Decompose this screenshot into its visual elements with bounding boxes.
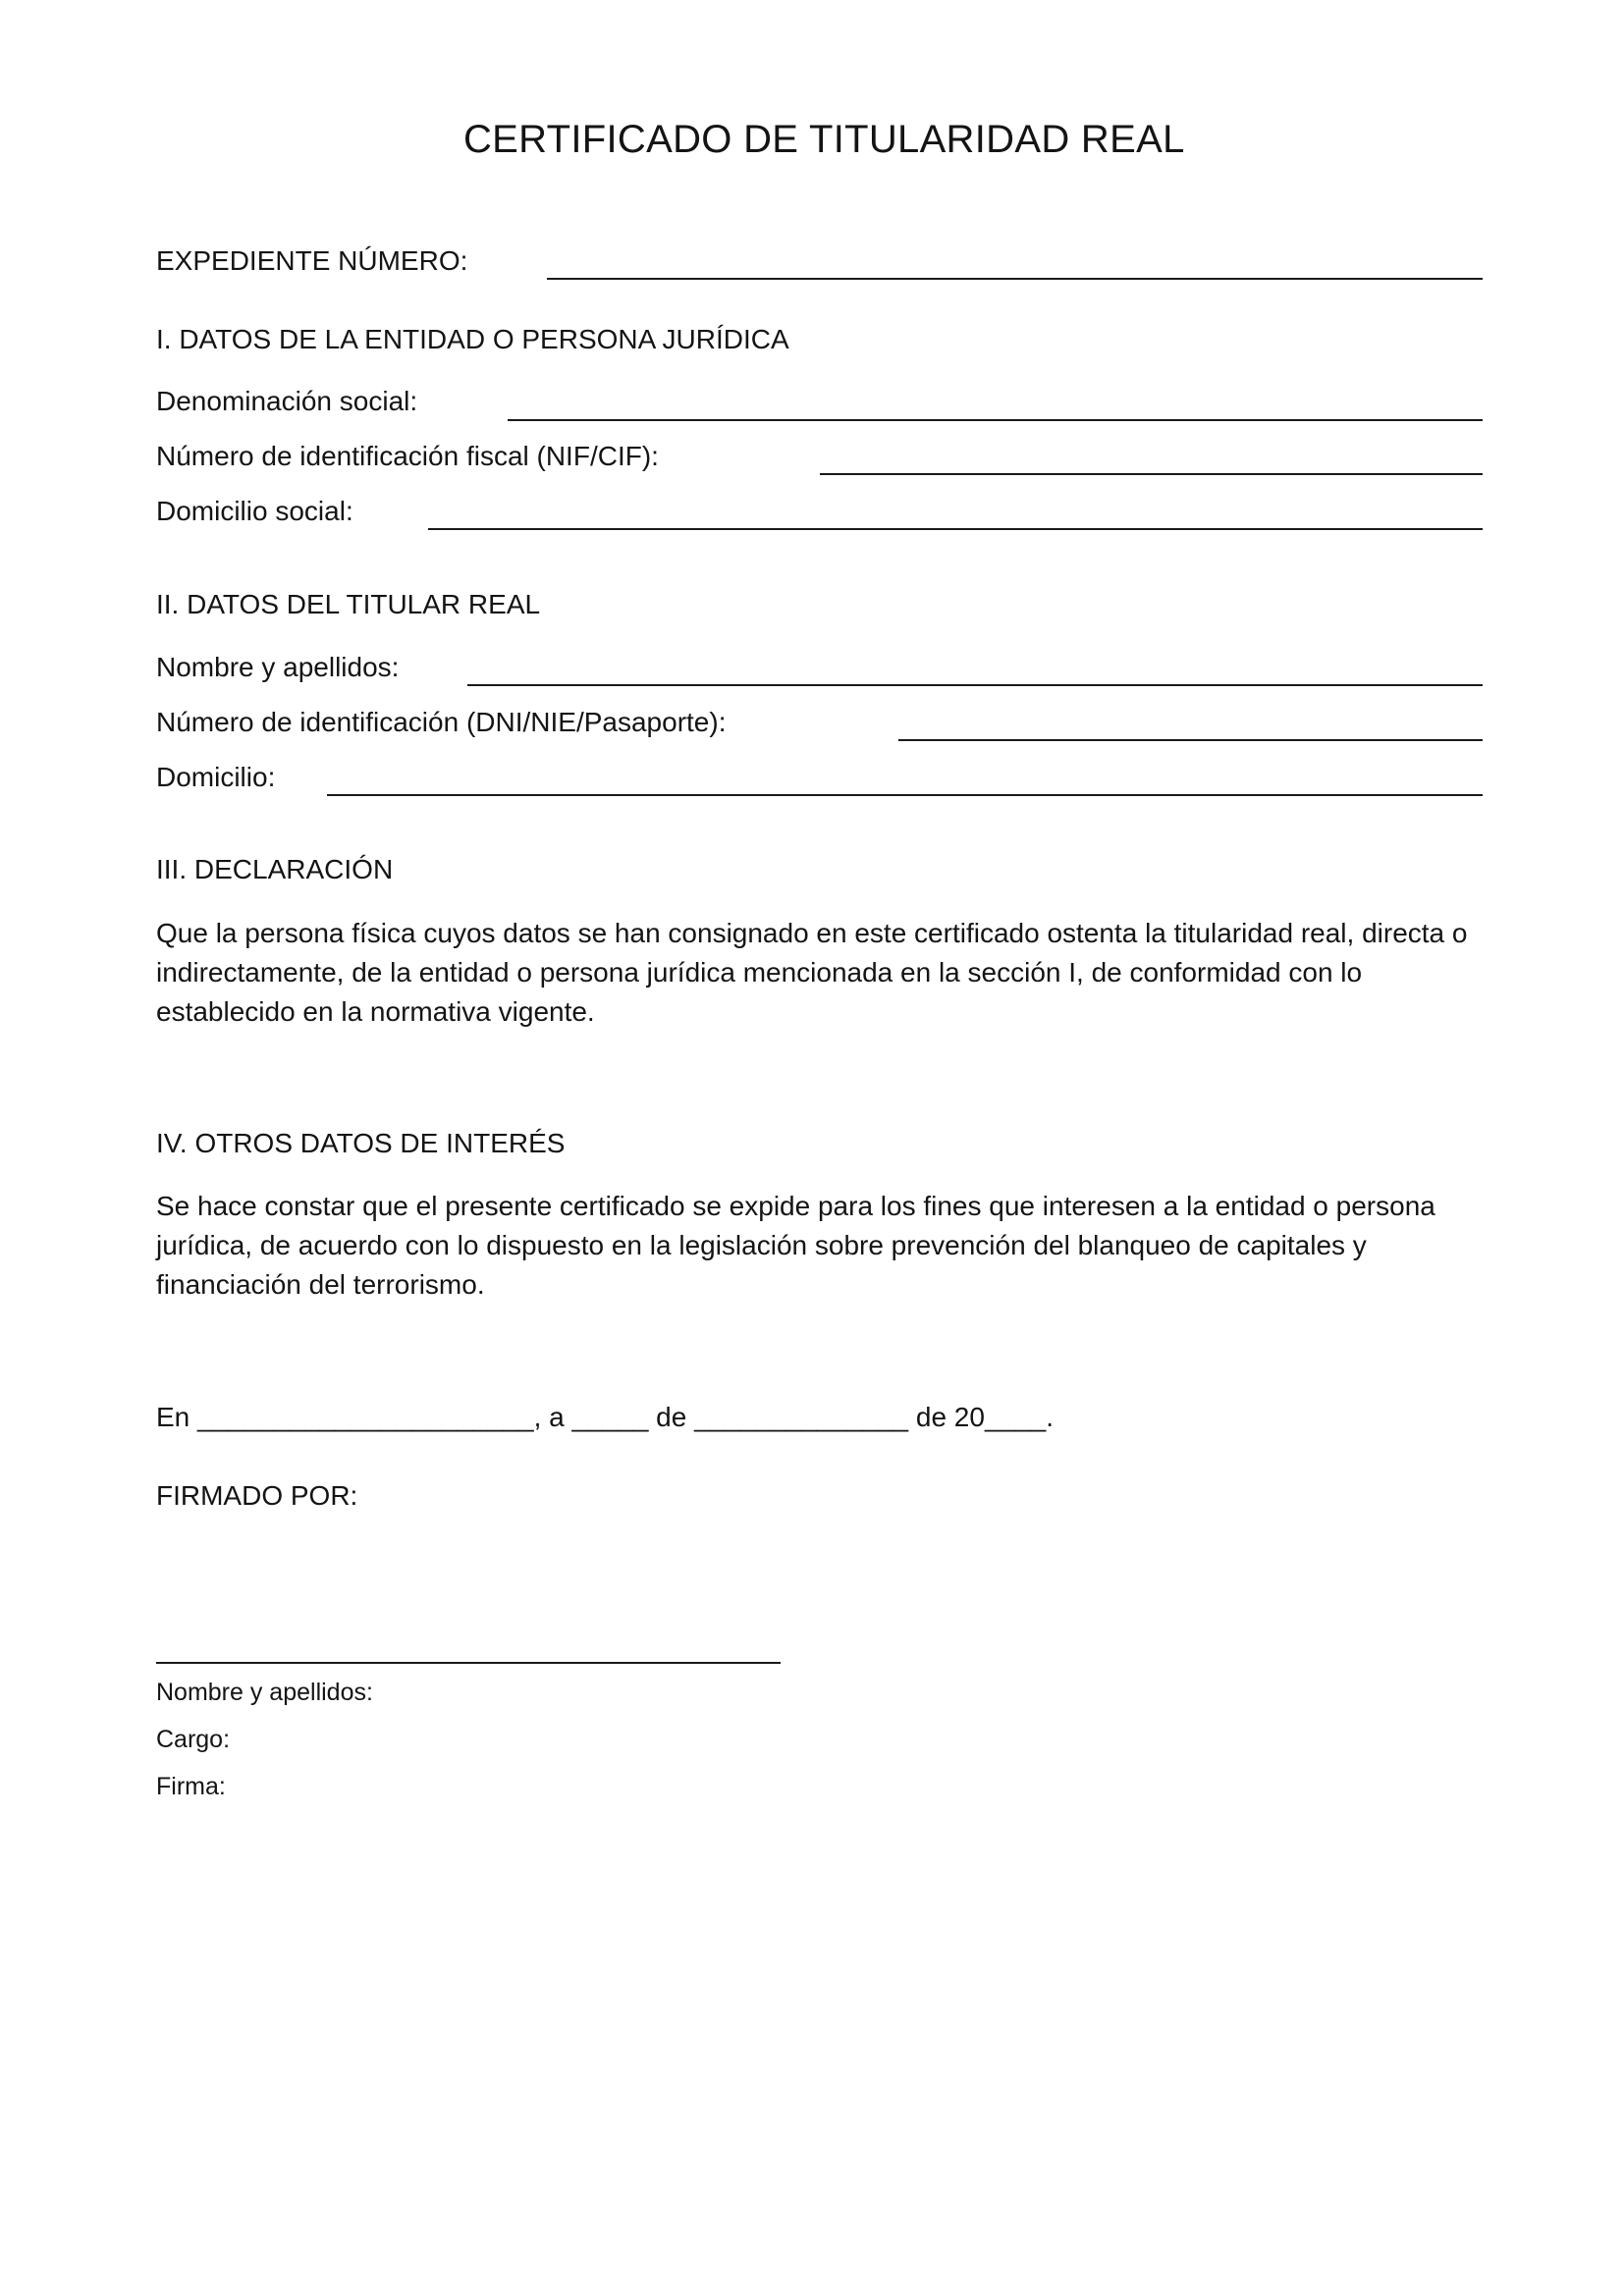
signature-nombre-label: Nombre y apellidos:: [156, 1679, 373, 1706]
signature-cargo-label: Cargo:: [156, 1726, 231, 1753]
declaracion-paragraph: [156, 914, 1477, 1032]
domicilio-social-field[interactable]: [428, 528, 1483, 530]
otros-datos-line: Se hace constar que el presente certificado se expide para los fines que interesen a la entidad o persona: [156, 1191, 1435, 1221]
otros-datos-line: financiación del terrorismo.: [156, 1269, 485, 1300]
section-3-heading: III. DECLARACIÓN: [156, 854, 394, 884]
denominacion-label: Denominación social:: [156, 386, 418, 416]
denominacion-field[interactable]: [508, 419, 1483, 421]
signature-firma-label: Firma:: [156, 1773, 226, 1800]
titular-domicilio-field[interactable]: [327, 794, 1483, 796]
expediente-label: EXPEDIENTE NÚMERO:: [156, 245, 468, 276]
section-2-heading: II. DATOS DEL TITULAR REAL: [156, 589, 541, 619]
section-4-heading: IV. OTROS DATOS DE INTERÉS: [156, 1128, 566, 1158]
declaracion-line: establecido en la normativa vigente.: [156, 996, 595, 1027]
nif-label: Número de identificación fiscal (NIF/CIF):: [156, 441, 659, 471]
domicilio-social-label: Domicilio social:: [156, 496, 353, 526]
otros-datos-paragraph: [156, 1187, 1477, 1305]
titular-nombre-field[interactable]: [467, 684, 1483, 686]
declaracion-line: indirectamente, de la entidad o persona jurídica mencionada en la sección I, de conformidad con lo: [156, 957, 1363, 988]
otros-datos-line: jurídica, de acuerdo con lo dispuesto en la legislación sobre prevención del blanqueo de capitales y: [156, 1230, 1367, 1260]
titular-identificacion-field[interactable]: [898, 739, 1483, 741]
declaracion-line: Que la persona física cuyos datos se han consignado en este certificado ostenta la titularidad real, directa o: [156, 918, 1468, 948]
nif-field[interactable]: [820, 473, 1483, 475]
section-1-heading: I. DATOS DE LA ENTIDAD O PERSONA JURÍDICA: [156, 324, 789, 354]
titular-domicilio-label: Domicilio:: [156, 762, 276, 792]
signed-by-label: FIRMADO POR:: [156, 1480, 358, 1511]
signature-line[interactable]: [156, 1662, 781, 1664]
titular-identificacion-label: Número de identificación (DNI/NIE/Pasaporte):: [156, 707, 727, 737]
place-date-line[interactable]: En ______________________, a _____ de ______________ de 20____.: [156, 1402, 1055, 1432]
expediente-field[interactable]: [547, 278, 1483, 280]
document-title: CERTIFICADO DE TITULARIDAD REAL: [463, 118, 1185, 161]
titular-nombre-label: Nombre y apellidos:: [156, 652, 400, 682]
